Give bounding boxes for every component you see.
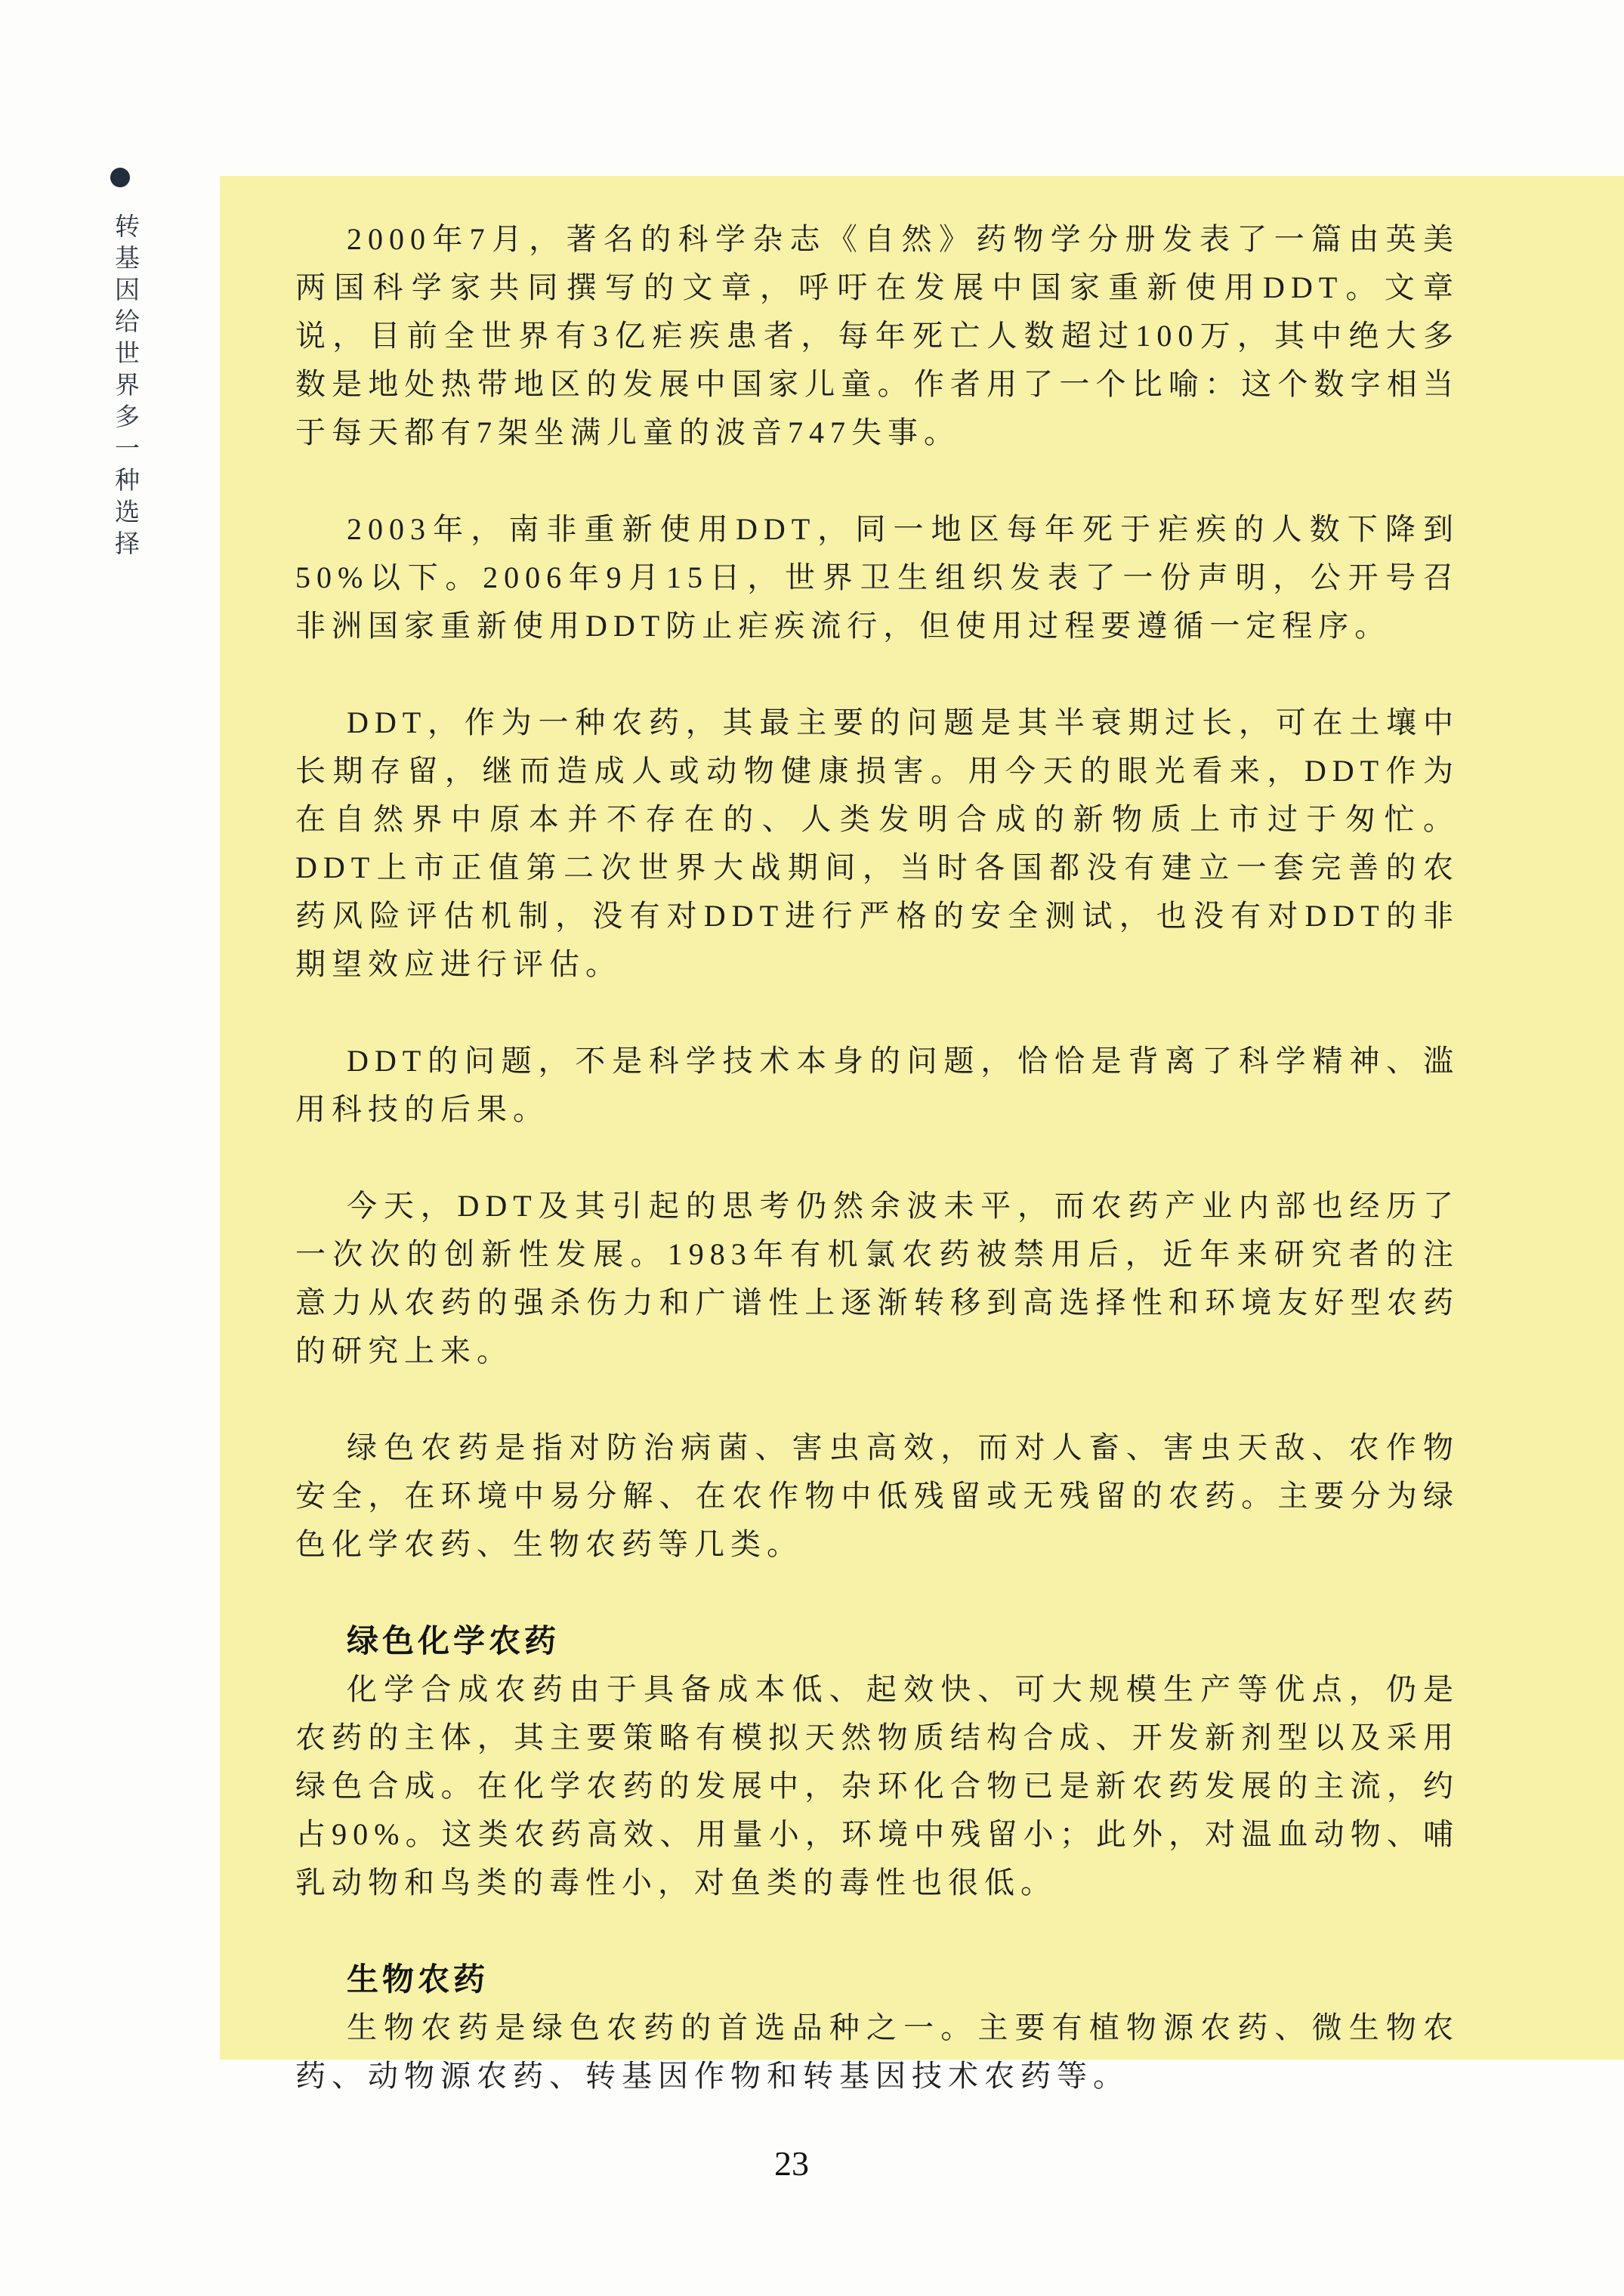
content-paragraphs [295, 215, 1459, 2100]
paragraph: 生物农药是绿色农药的首选品种之一。主要有植物源农药、微生物农药、动物源农药、转基因作物和转基因技术农药等。 [295, 2011, 1459, 2093]
section-heading: 绿色化学农药 [347, 1623, 560, 1659]
page-number: 23 [774, 2144, 809, 2183]
paragraph: 化学合成农药由于具备成本低、起效快、可大规模生产等优点，仍是农药的主体，其主要策略有模拟天然物质结构合成、开发新剂型以及采用绿色合成。在化学农药的发展中，杂环化合物已是新农药发展的主流，约占90%。这类农药高效、用量小，环境中残留小；此外，对温血动物、哺乳动物和鸟类的毒性小，对鱼类的毒性也很低。 [295, 1672, 1459, 1899]
paragraph: 绿色农药是指对防治病菌、害虫高效，而对人畜、害虫天敌、农作物安全，在环境中易分解、在农作物中低残留或无残留的农药。主要分为绿色化学农药、生物农药等几类。 [295, 1430, 1459, 1561]
paragraph: DDT的问题，不是科学技术本身的问题，恰恰是背离了科学精神、滥用科技的后果。 [295, 1044, 1459, 1126]
paragraph: 2000年7月，著名的科学杂志《自然》药物学分册发表了一篇由英美两国科学家共同撰写的文章，呼吁在发展中国家重新使用DDT。文章说，目前全世界有3亿疟疾患者，每年死亡人数超过100万，其中绝大多数是地处热带地区的发展中国家儿童。作者用了一个比喻：这个数字相当于每天都有7架坐满儿童的波音747失事。 [295, 222, 1459, 449]
paragraph: 2003年，南非重新使用DDT，同一地区每年死于疟疾的人数下降到50%以下。2006年9月15日，世界卫生组织发表了一份声明，公开号召非洲国家重新使用DDT防止疟疾流行，但使用过程要遵循一定程序。 [295, 512, 1459, 643]
highlight-panel [220, 176, 1624, 2093]
paragraph: DDT，作为一种农药，其最主要的问题是其半衰期过长，可在土壤中长期存留，继而造成人或动物健康损害。用今天的眼光看来，DDT作为在自然界中原本并不存在的、人类发明合成的新物质上市过于匆忙。DDT上市正值第二次世界大战期间，当时各国都没有建立一套完善的农药风险评估机制，没有对DDT进行严格的安全测试，也没有对DDT的非期望效应进行评估。 [295, 705, 1459, 981]
margin-sidebar [100, 168, 145, 562]
bullet-dot-icon [110, 168, 130, 187]
book-title-vertical: 转基因给世界多一种选择 [111, 213, 138, 562]
paragraph: 今天，DDT及其引起的思考仍然余波未平，而农药产业内部也经历了一次次的创新性发展。1983年有机氯农药被禁用后，近年来研究者的注意力从农药的强杀伤力和广谱性上逐渐转移到高选择性和环境友好型农药的研究上来。 [295, 1189, 1459, 1368]
section-heading: 生物农药 [347, 1961, 489, 1997]
